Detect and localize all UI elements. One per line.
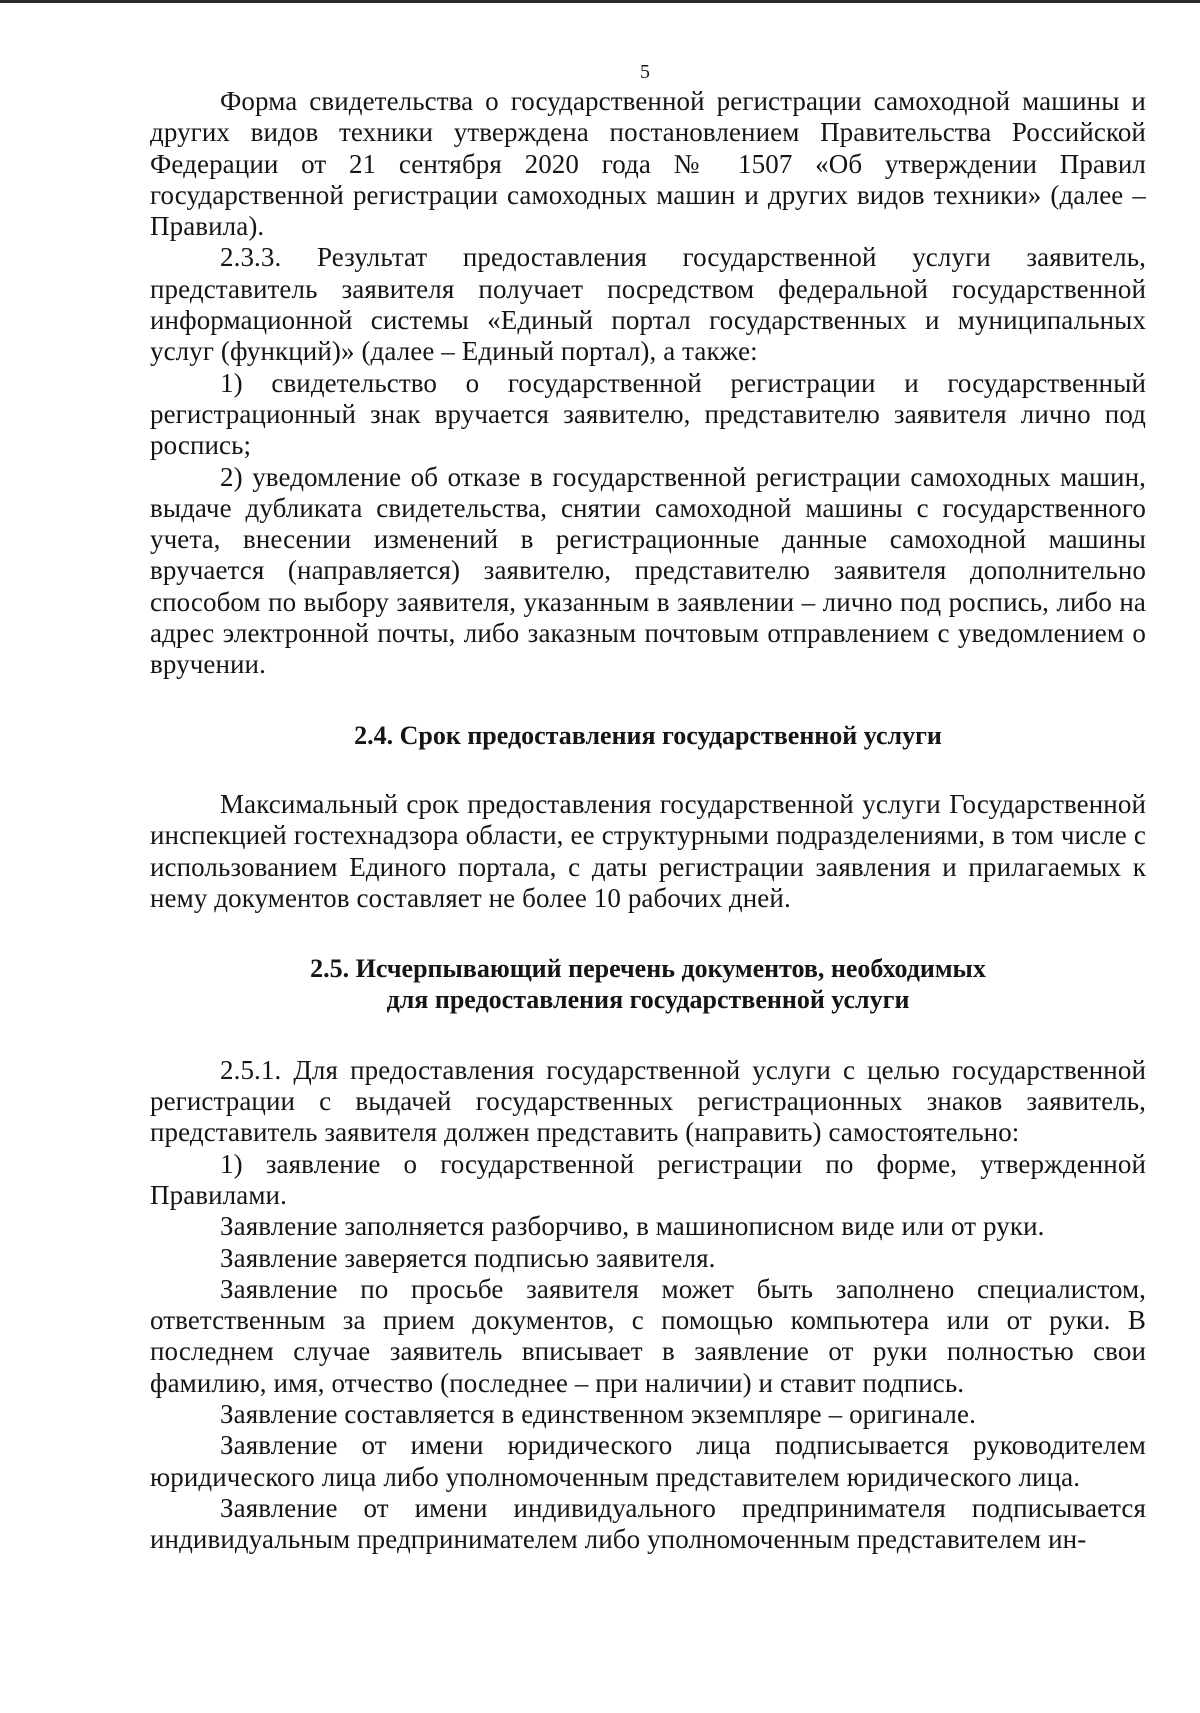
paragraph-certificate-form: Форма свидетельства о государственной регистрации самоходной машины и других видов техники утверждена постановлением Правительства Российской Федерации от 21 сентября 2020 года № 1507 «Об утверждении Правил государственной регистрации самоходных машин и других видов техники» (далее – Правила).: [150, 86, 1146, 242]
paragraph-2-4-term: Максимальный срок предоставления государственной услуги Государственной инспекцией гостехнадзора области, ее структурными подразделениями, в том числе с использованием Единого портала, с даты регистрации заявления и прилагаемых к нему документов составляет не более 10 рабочих дней.: [150, 788, 1146, 913]
paragraph-entrepreneur: Заявление от имени индивидуального предпринимателя подписывается индивидуальным предпринимателем либо уполномоченным представителем ин-: [150, 1492, 1146, 1555]
paragraph-2-3-3: 2.3.3. Результат предоставления государственной услуги заявитель, представитель заявителя получает посредством федеральной государственной информационной системы «Единый портал государственных и муниципальных услуг (функций)» (далее – Единый портал), а также:: [150, 242, 1146, 367]
paragraph-2-5-1: 2.5.1. Для предоставления государственной услуги с целью государственной регистрации с выдачей государственных регистрационных знаков заявитель, представитель заявителя должен представить (направить) самостоятельно:: [150, 1054, 1146, 1148]
page-number: 5: [640, 61, 650, 83]
paragraph-legal-entity: Заявление от имени юридического лица подписывается руководителем юридического лица либо уполномоченным представителем юридического лица.: [150, 1430, 1146, 1492]
top-edge-rule: [0, 0, 1200, 3]
heading-2-5: [150, 953, 1146, 1016]
heading-2-5-line-2: для предоставления государственной услуги: [386, 985, 910, 1015]
paragraph-filled-by-specialist: Заявление по просьбе заявителя может быть заполнено специалистом, ответственным за прием документов, с помощью компьютера или от руки. В последнем случае заявитель вписывает в заявление от руки полностью свои фамилию, имя, отчество (последнее – при наличии) и ставит подпись.: [150, 1273, 1146, 1398]
heading-2-4: 2.4. Срок предоставления государственной услуги: [354, 720, 942, 750]
paragraph-item-1-certificate: 1) свидетельство о государственной регистрации и государственный регистрационный знак вручается заявителю, представителю заявителя лично под роспись;: [150, 367, 1146, 461]
paragraph-single-copy: Заявление составляется в единственном экземпляре – оригинале.: [220, 1398, 976, 1429]
paragraph-item-1-application: 1) заявление о государственной регистрации по форме, утвержденной Правилами.: [150, 1148, 1146, 1210]
paragraph-fill-legibly: Заявление заполняется разборчиво, в машинописном виде или от руки.: [220, 1211, 1045, 1242]
paragraph-item-2-notice: 2) уведомление об отказе в государственной регистрации самоходных машин, выдаче дубликата свидетельства, снятии самоходной машины с государственного учета, внесении изменений в регистрационные данные самоходной машины вручается (направляется) заявителю, представителю заявителя дополнительно способом по выбору заявителя, указанным в заявлении – лично под роспись, либо на адрес электронной почты, либо заказным почтовым отправлением с уведомлением о вручении.: [150, 461, 1146, 680]
heading-2-5-line-1: 2.5. Исчерпывающий перечень документов, необходимых: [310, 954, 986, 984]
document-body: [150, 86, 1146, 1555]
paragraph-signature: Заявление заверяется подписью заявителя.: [220, 1242, 716, 1273]
